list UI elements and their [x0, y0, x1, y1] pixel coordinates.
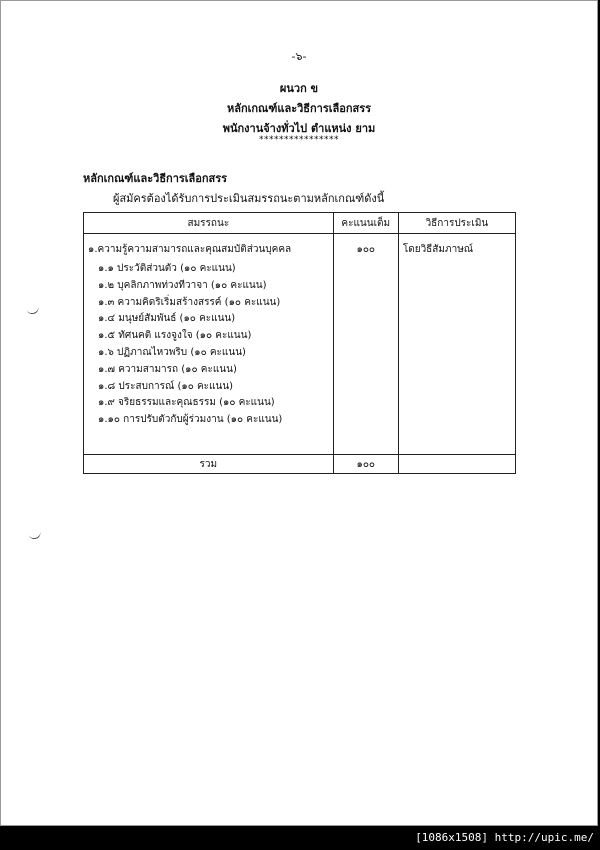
margin-pen-mark	[28, 531, 41, 541]
sub-item: ๑.๙ จริยธรรมและคุณธรรม (๑๐ คะแนน)	[98, 397, 275, 409]
total-method-empty	[398, 455, 515, 474]
annex-title: ผนวก ข	[279, 82, 319, 95]
footer-caption[interactable]: [1086x1508] http://upic.me/	[415, 831, 594, 844]
total-label: รวม	[84, 455, 334, 474]
total-score: ๑๐๐	[333, 455, 398, 474]
sub-item: ๑.๖ ปฏิภาณไหวพริบ (๑๐ คะแนน)	[98, 346, 246, 358]
position-title: พนักงานจ้างทั่วไป ตำแหน่ง ยาม	[222, 122, 376, 135]
sub-item: ๑.๕ ทัศนคติ แรงจูงใจ (๑๐ คะแนน)	[98, 330, 252, 342]
margin-pen-mark	[26, 306, 39, 316]
sub-item: ๑.๑๐ การปรับตัวกับผู้ร่วมงาน (๑๐ คะแนน)	[98, 414, 283, 426]
image-footer-bar	[0, 826, 600, 850]
sub-item: ๑.๒ บุคลิกภาพท่วงทีวาจา (๑๐ คะแนน)	[98, 279, 267, 291]
header-method: วิธีการประเมิน	[398, 213, 515, 234]
header-competency: สมรรถนะ	[84, 213, 334, 234]
method-cell: โดยวิธีสัมภาษณ์	[398, 234, 515, 455]
sub-item: ๑.๔ มนุษย์สัมพันธ์ (๑๐ คะแนน)	[98, 313, 236, 325]
section-heading: หลักเกณฑ์และวิธีการเลือกสรร	[83, 172, 228, 185]
page-number: -๖-	[291, 50, 307, 63]
sub-item: ๑.๘ ประสบการณ์ (๑๐ คะแนน)	[98, 380, 234, 392]
separator-stars: ****************	[259, 135, 339, 145]
header-full-score: คะแนนเต็ม	[333, 213, 398, 234]
table-header-row	[84, 213, 516, 234]
sub-item: ๑.๑ ประวัติส่วนตัว (๑๐ คะแนน)	[98, 263, 236, 274]
main-item: ๑.ความรู้ความสามารถและคุณสมบัติส่วนบุคคล	[88, 244, 292, 255]
section-intro: ผู้สมัครต้องได้รับการประเมินสมรรถนะตามหลักเกณฑ์ดังนี้	[113, 192, 385, 205]
sub-item: ๑.๓ ความคิดริเริ่มสร้างสรรค์ (๑๐ คะแนน)	[98, 296, 281, 308]
sub-item: ๑.๗ ความสามารถ (๑๐ คะแนน)	[98, 363, 237, 375]
score-cell: ๑๐๐	[333, 234, 398, 455]
competency-table	[83, 212, 516, 474]
table-row	[84, 234, 516, 455]
total-row	[84, 455, 516, 474]
criteria-title: หลักเกณฑ์และวิธีการเลือกสรร	[226, 102, 372, 115]
competency-cell	[84, 234, 334, 455]
